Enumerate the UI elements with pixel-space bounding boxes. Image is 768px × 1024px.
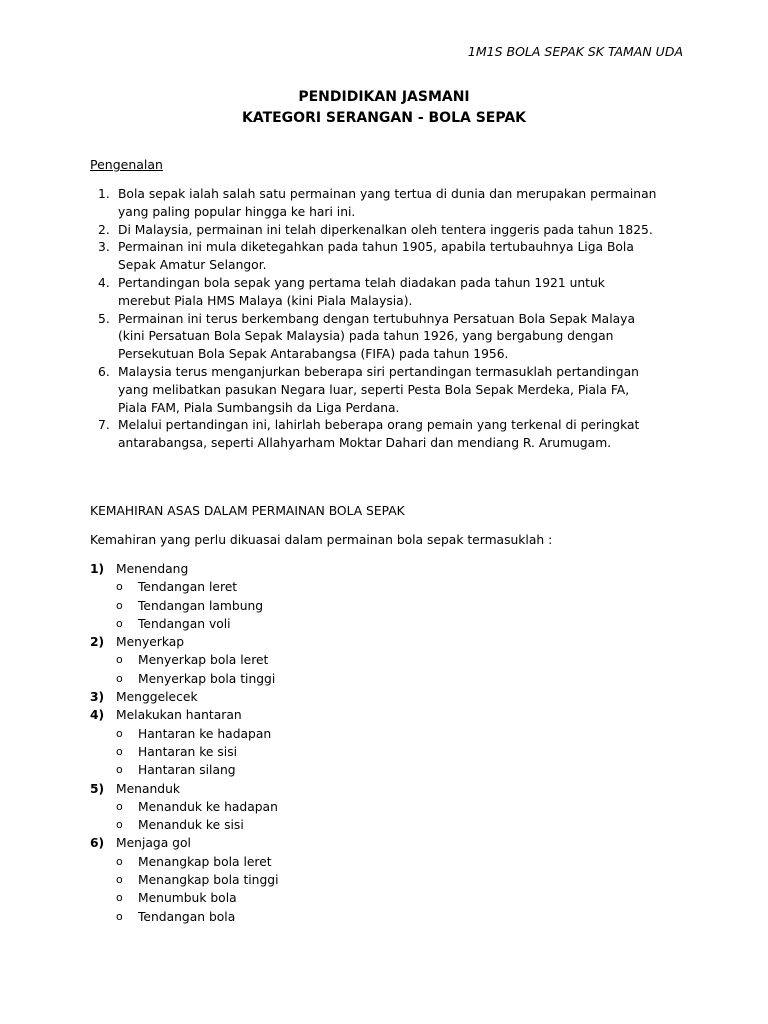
circle-bullet-icon: o xyxy=(116,763,123,777)
skill-heading-row xyxy=(90,633,650,651)
skill-subitem-text: Menangkap bola tinggi xyxy=(138,873,279,888)
skill-number: 4) xyxy=(90,708,105,723)
skill-label: Menyerkap xyxy=(116,635,185,650)
title-line-1: PENDIDIKAN JASMANI xyxy=(298,89,470,105)
skill-subitem-text: Tendangan bola xyxy=(138,909,236,924)
skill-subitem-text: Menanduk ke hadapan xyxy=(138,799,278,814)
intro-list-item xyxy=(98,222,658,240)
skill-number: 3) xyxy=(90,690,105,705)
intro-item-text: Malaysia terus menganjurkan beberapa siri pertandingan termasuklah pertandingan yang melibatkan pasukan Negara luar, seperti Pesta Bola Sepak Merdeka, Piala FA, Piala FAM, Piala Sumbangsih da Liga Perdana. xyxy=(118,364,639,415)
skill-label: Menanduk xyxy=(116,781,181,796)
circle-bullet-icon: o xyxy=(116,653,123,667)
skill-label: Menggelecek xyxy=(116,690,198,705)
skill-number: 6) xyxy=(90,836,105,851)
skill-label: Menjaga gol xyxy=(116,836,191,851)
skill-heading-row xyxy=(90,780,650,798)
skill-subitem xyxy=(90,889,650,907)
skill-subitem-text: Menumbuk bola xyxy=(138,891,237,906)
intro-item-number: 3. xyxy=(98,240,110,255)
skill-subitem-text: Menyerkap bola tinggi xyxy=(138,671,276,686)
circle-bullet-icon: o xyxy=(116,873,123,887)
circle-bullet-icon: o xyxy=(116,671,123,685)
skill-number: 2) xyxy=(90,635,105,650)
intro-item-text: Bola sepak ialah salah satu permainan yang tertua di dunia dan merupakan permainan yang paling popular hingga ke hari ini. xyxy=(118,187,657,219)
skill-subitem xyxy=(90,871,650,889)
skill-heading-row xyxy=(90,834,650,852)
skill-label: Melakukan hantaran xyxy=(116,708,242,723)
circle-bullet-icon: o xyxy=(116,854,123,868)
intro-list xyxy=(98,186,658,453)
intro-item-number: 4. xyxy=(98,275,110,290)
skill-subitem xyxy=(90,725,650,743)
skill-subitem-text: Tendangan voli xyxy=(138,616,231,631)
circle-bullet-icon: o xyxy=(116,891,123,905)
intro-list-item xyxy=(98,417,658,453)
skill-heading-row xyxy=(90,688,650,706)
skill-subitem-text: Menangkap bola leret xyxy=(138,854,272,869)
intro-heading: Pengenalan xyxy=(90,157,163,172)
skill-heading-row xyxy=(90,706,650,724)
intro-item-text: Di Malaysia, permainan ini telah diperkenalkan oleh tentera inggeris pada tahun 1825. xyxy=(118,222,653,237)
intro-item-number: 7. xyxy=(98,418,110,433)
intro-item-text: Permainan ini terus berkembang dengan tertubuhnya Persatuan Bola Sepak Malaya (kini Persatuan Bola Sepak Malaysia) pada tahun 1926, yang bergabung dengan Persekutuan Bola Sepak Antarabangsa (FIFA) pada tahun 1956. xyxy=(118,311,635,362)
skill-number: 5) xyxy=(90,781,105,796)
skill-subitem-text: Hantaran ke hadapan xyxy=(138,726,272,741)
skill-item xyxy=(90,560,650,633)
skill-item xyxy=(90,633,650,688)
skills-list xyxy=(90,560,650,926)
intro-item-text: Melalui pertandingan ini, lahirlah beberapa orang pemain yang terkenal di peringkat antarabangsa, seperti Allahyarham Moktar Dahari dan mendiang R. Arumugam. xyxy=(118,418,640,451)
skill-label: Menendang xyxy=(116,562,189,576)
skill-item xyxy=(90,780,650,835)
skill-subitem xyxy=(90,578,650,596)
intro-item-number: 5. xyxy=(98,311,110,326)
skills-heading: KEMAHIRAN ASAS DALAM PERMAINAN BOLA SEPAK xyxy=(90,504,405,518)
circle-bullet-icon: o xyxy=(116,909,123,923)
skill-subitem xyxy=(90,597,650,615)
skill-item xyxy=(90,834,650,925)
circle-bullet-icon: o xyxy=(116,726,123,740)
circle-bullet-icon: o xyxy=(116,616,123,630)
intro-item-text: Permainan ini mula diketegahkan pada tahun 1905, apabila tertubauhnya Liga Bola Sepak Amatur Selangor. xyxy=(118,240,634,273)
title-line-2: KATEGORI SERANGAN - BOLA SEPAK xyxy=(241,110,527,126)
skill-subitem xyxy=(90,908,650,926)
skill-subitem xyxy=(90,761,650,779)
intro-list-item xyxy=(98,186,658,222)
intro-item-number: 6. xyxy=(98,364,110,379)
circle-bullet-icon: o xyxy=(116,580,123,594)
skill-item xyxy=(90,706,650,779)
skill-heading-row xyxy=(90,560,650,578)
intro-item-number: 1. xyxy=(98,187,110,201)
intro-item-text: Pertandingan bola sepak yang pertama telah diadakan pada tahun 1921 untuk merebut Piala HMS Malaya (kini Piala Malaysia). xyxy=(118,275,605,308)
skill-subitem-text: Hantaran ke sisi xyxy=(138,744,238,759)
skill-subitem xyxy=(90,670,650,688)
skill-subitem-text: Menyerkap bola leret xyxy=(138,653,269,668)
skill-subitem xyxy=(90,798,650,816)
skill-item xyxy=(90,688,650,706)
skill-subitem xyxy=(90,853,650,871)
skills-intro: Kemahiran yang perlu dikuasai dalam permainan bola sepak termasuklah : xyxy=(90,533,553,547)
intro-list-item xyxy=(98,364,658,417)
skill-subitem xyxy=(90,651,650,669)
circle-bullet-icon: o xyxy=(116,598,123,612)
intro-list-item xyxy=(98,275,658,311)
skill-subitem xyxy=(90,615,650,633)
circle-bullet-icon: o xyxy=(116,818,123,832)
intro-list-item xyxy=(98,239,658,275)
intro-item-number: 2. xyxy=(98,222,110,237)
circle-bullet-icon: o xyxy=(116,799,123,813)
skill-subitem xyxy=(90,743,650,761)
page-header: 1M1S BOLA SEPAK SK TAMAN UDA xyxy=(467,44,683,59)
intro-list-item xyxy=(98,311,658,364)
skill-subitem xyxy=(90,816,650,834)
circle-bullet-icon: o xyxy=(116,744,123,758)
skill-subitem-text: Tendangan leret xyxy=(138,580,238,595)
skill-number: 1) xyxy=(90,562,105,576)
skill-subitem-text: Hantaran silang xyxy=(138,763,236,778)
skill-subitem-text: Tendangan lambung xyxy=(138,598,264,613)
skill-subitem-text: Menanduk ke sisi xyxy=(138,818,244,833)
